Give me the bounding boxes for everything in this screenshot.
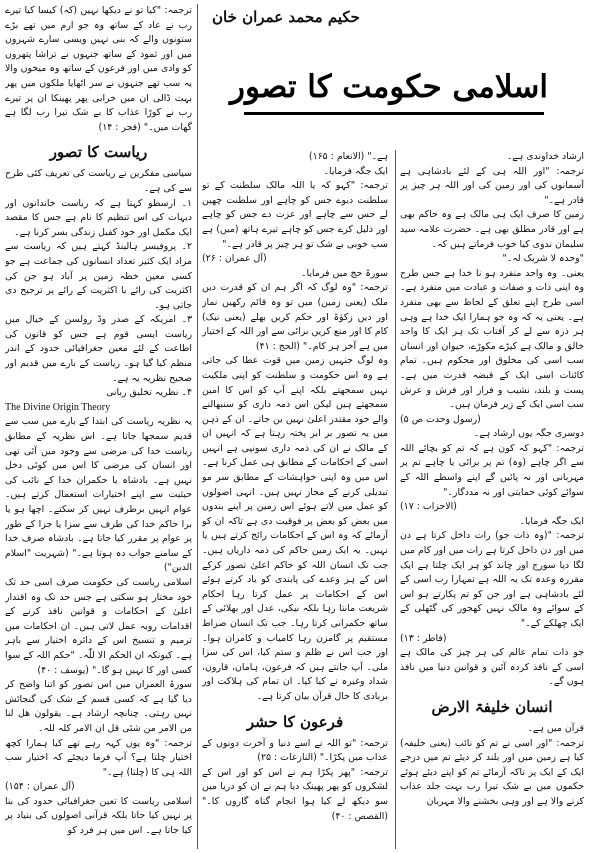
paragraph: ترجمہ: "وہ لوگ کہ اگر ہم ان کو قدرت دیں ملک (یعنی زمین) میں تو وہ قائم رکھیں نماز اور دیں زکوٰۃ اور حکم کریں بھلے (یعنی نیک) کام کا اور منع کریں برائی سے اور اللہ کے اختیار میں ہے آخر ہر کام۔" (الحج : ۴۱) — [202, 282, 388, 352]
paragraph: ارشاد خداوندی ہے۔ — [506, 151, 584, 162]
paragraph: دوسری جگہ یوں ارشاد ہے۔ — [473, 428, 584, 440]
paragraph: زمین کا صرف ایک ہی مالک ہے وہ حاکم بھی ہے اور قادر مطلق بھی ہے۔ حضرت علامہ سید سلیمان ندوی کیا خوب فرماتے ہیں کہ۔ — [400, 209, 584, 250]
paragraph: ہے۔" (الانعام : ۱۶۵) — [308, 151, 388, 162]
verse-reference: (فاطر : ۱۳) — [400, 632, 447, 644]
paragraph: وہ لوگ جنہیں زمین میں قوت عطا کی جاتی ہے وہ اس حکومت و سلطنت کو اپنی ملکیت نہیں سمجھتے بلکہ اپنے آپ کو اس کا امین سمجھتے ہیں لیکن اس ذمہ داری کو سنبھالنے والے خود مقتدر اعلیٰ نہیں بن جاتے۔ ان کے ذہن میں یہ تصور بر ابر پختہ رہتا ہے کہ انہیں ان کے مالک نے ان کی ذمہ داری سونپی ہے انہیں اسی کے احکامات کے مطابق ہی عمل کرنا ہے۔ اس میں وہ اپنی خواہشات کے مطابق سر مو تبدیلی کرنے کے مجاز نہیں ہیں۔ انہی اصولوں کو عمل میں لاتے ہوئے اس زمین پر اپنے بندوں میں بعض کو بعض پر فوقیت دی ہے تاکہ ان کو آزمائے کہ وہ اس کے احکامات رائج کرتے ہیں یا نہیں۔ یہ ایک زمین حاکم کی ذمہ داریاں ہیں۔ جب تک انسان اللہ کو حاکم اعلیٰ تصور کرکے اس کے ہر وعدے کی پابندی کو یاد کرتے ہوئے اس کے احکامات پر عمل کرتا رہا احکام شریعت مانتا رہا بلکہ نیکی، عدل اور بھلائی کے ساتھ حکمرانی کرتا رہا۔ جب تک انسان صراط مستقیم پر گامزن رہا کامیاب و کامران ہوا۔ اور جب اس نے ظلم و ستم کیا، اس کی سزا ملی۔ آپ جانتے ہیں کہ فرعون، ہامان، قارون، شداد وغیرہ نے کیا کیا۔ ان تمام کی ہلاکت اور بربادی کا حال قرآن بیان کرتا ہے۔ — [202, 355, 388, 702]
paragraph: سورۃ العمران میں اس تصور کو اتنا واضح کر دیا گیا ہے کہ کسی قسم کے شک کی گنجائش نہیں رہتی۔ چنانچہ ارشاد ہے۔ یقولون ھل لنا من الامر من شئی قل ان الامر کلہ للہ۔ — [5, 679, 192, 734]
paragraph: ۲۔ پروفیسر ہالینڈ کہتے ہیں کہ ریاست سے مراد ایک کثیر تعداد انسانوں کی جماعت ہے جو کسی معین خطہ زمین پر آباد ہو جن کی اکثریت کی رائے یا اکثریت کے رائے پر ترجیح دی جاتی ہو۔ — [5, 241, 192, 311]
column-divider — [395, 150, 396, 849]
paragraph: ترجمہ: "کیا تو نے دیکھا نہیں (کہ) کیسا کیا تیرے رب نے عاد کے ساتھ وہ جو ارم میں تھے بڑے ستونوں والے کہ بنی نہیں ویسی سارے شہروں میں اور ثمود کے ساتھ جنہوں نے تراشا پتھروں کو وادی میں اور فرعون کے ساتھ وہ میخوں والا یہ سب تھے جنہوں نے سر اٹھایا ملکوں میں پھر بہت ڈالی ان میں خرابی پھر پھینکا ان پر تیرے رب نے کوڑا عذاب کا بے شک تیرا رب لگا ہے گھات میں۔" (فجر : ۱۴) — [5, 5, 192, 133]
english-term: The Divine Origin Theory — [5, 401, 111, 413]
author-name: حکیم محمد عمران خان — [212, 8, 360, 26]
paragraph: اسلامی ریاست کی حکومت صرف اسی حد تک خود مختار ہو سکتی ہے جس حد تک وہ اقتدار اعلیٰ کے احکامات و قوانین نافذ کرنے کے اقدامات روبہ عمل لاتی ہیں۔ ان احکامات میں ترمیم و تنسیخ اس کے دائرہ اختیار سے باہر ہے۔ کیونکہ ان الحکم الا للّٰہ۔ "حکم اللہ کے سوا کسی اور کا نہیں ہو گا۔" (یوسف : ۴۰) — [5, 576, 192, 676]
paragraph: ۱۔ ارسطو کہتا ہے کہ ریاست خاندانوں اور دیہات کی اس تنظیم کا نام ہے جس کا مقصد ایک مکمل اور خود کفیل زندگی بسر کرنا ہے۔ — [5, 197, 192, 238]
verse-reference: (آل عمران : ۲۶) — [202, 253, 267, 265]
paragraph: یہ نظریہ ریاست کی ابتدا کے بارے میں سب سے قدیم سمجھا جاتا ہے۔ اس نظریہ کے مطابق ریاست خدا کی مرضی سے وجود میں آئی تھی اور انسان کی مرضی کا اس میں کوئی دخل نہیں ہے۔ بادشاہ یا حکمران خدا کے نائب کی حیثیت سے اپنے اختیارات استعمال کرتے ہیں۔ عوام انہیں برطرف نہیں کر سکتے۔ اچھا ہو یا برا حاکم خدا کی طرف سے سزا یا جزا کے طور پر عوام پر مقرر کیا جاتا ہے۔ بادشاہ صرف خدا کے سامنے جواب دہ ہوتا ہے۔" (شہریت "اسلام الدین") — [5, 416, 192, 574]
paragraph: قرآن میں ہے۔ — [527, 722, 584, 734]
paragraph: ترجمہ: "پھر پکڑا ہم نے اس کو اور اس کے لشکروں کو پھر پھینک دیا ہم نے ان کو دریا میں سو دیکھ لے کیا ہوا انجام گناہ گاروں کا۔" (القصص : ۴۰) — [202, 766, 388, 822]
section-heading: فرعون کا حشر — [246, 712, 344, 731]
paragraph: سورۃ حج میں فرمایا۔ — [301, 267, 388, 279]
article-header — [202, 4, 584, 144]
paragraph: جو ذات تمام عالم کی ہر چیز کی مالک ہے اسی کے نافذ کردہ آئین و قوانین دنیا میں نافذ ہوں گے۔ — [400, 647, 584, 688]
right-column — [400, 150, 584, 849]
paragraph: ترجمہ: "کہو کہ کون ہے کہ تم کو بچائے اللہ سے اگر چاہے (وہ) تم پر برائی یا چاہے تم پر مہربانی اور نہ پائیں گے اپنے واسطے اللہ کے سوائے کوئی حمایتی اور نہ مددگار۔" — [400, 442, 584, 498]
paragraph: ترجمہ: "اور اللہ ہی کے لئے بادشاہی ہے آسمانوں کی اور زمین کی اور اللہ ہر چیز پر قادر ہے۔" — [400, 165, 584, 206]
verse-reference: (رسول وحدت ص ۵) — [400, 413, 481, 425]
paragraph: ترجمہ: "(وہ ذات جو) رات داخل کرتا ہے دن میں اور دن داخل کرتا ہے رات میں اور کام میں لگا دیا سورج اور چاند کو ہر ایک چلتا ہے ایک مقررہ وعدہ تک یہ اللہ ہے تمہارا رب اسی کے لئے بادشاہی ہے اور جن کو تم پکارتے ہو اس کے سوائے وہ مالک نہیں کھجور کی گٹھلی کے ایک چھلکے کے۔" — [400, 530, 584, 629]
section-heading: انسان خلیفۃ الارض — [431, 697, 553, 716]
paragraph: یعنی۔ وہ واحد منفرد ہو نا خدا ہے جس طرح وہ اپنی ذات و صفات و عبادت میں منفرد ہے۔ اسی طرح اپنے تعلق کے لحاظ سے بھی منفرد ہے۔ یعنی یہ کہ وہ جو ہمارا ایک خدا ہے وہی ہر ذرہ سے لے کر آفتاب تک ہر ایک کا واحد خالق و مالک ہے کیڑے مکوڑے، حیوان اور انسان سب اسی کی مخلوق اور محکوم ہیں۔ تمام کائنات اسی ایک کے قبضہ قدرت میں ہے۔ پست و بلند، نشیب و فراز اور فرش و عرش سب اسی ایک کے زیر فرمان ہیں۔ — [400, 267, 584, 411]
section-heading: ریاست کا تصور — [49, 143, 148, 162]
paragraph: ترجمہ: "وہ یوں کہہ رہے تھے کیا ہمارا کچھ اختیار چلتا ہے؟ آپ فرما دیجئے کہ اختیار سب اللہ ہی کا (چلتا) ہے۔" — [5, 737, 192, 778]
paragraph: اسلامی ریاست کا تعین جغرافیائی حدود کی بنا پر نہیں کیا جاتا بلکہ قرآنی اصولوں کی بنیاد پر کیا جاتا ہے۔ اس میں ہر فرد کو — [5, 795, 192, 837]
paragraph: سیاسی مفکرین نے ریاست کی تعریف کئی طرح سے کی ہے۔ — [5, 168, 192, 194]
paragraph: ۴۔ نظریہ تخلیق ربانی — [106, 387, 192, 399]
paragraph: ایک جگہ فرمایا۔ — [323, 165, 388, 177]
paragraph: "وحدہ لا شریک لہ۔" — [502, 253, 584, 265]
paragraph: ۳۔ امریکہ کے صدر وڈ رولسن کے خیال میں ریاست ایسی قوم ہے جس کو قانون کی اطاعت کے لئے معین جغرافیائی حدود کے اندر منظم کیا گیا ہو۔ ریاست کے بارے میں قدیم اور صحیح نظریہ یہ ہے۔ — [5, 314, 192, 384]
paragraph: ترجمہ: "اور اسی نے تم کو نائب (یعنی خلیفہ) کیا ہے زمین میں اور بلند کر دیئے تم میں درجے ایک کے ایک پر تاکہ آزمائے تم کو اپنے دیئے ہوئے حکموں میں بے شک تیرا رب بہت جلد عذاب کرنے والا ہے اور وہی بخشنے والا مہربان — [400, 737, 584, 807]
title-underline — [244, 112, 544, 115]
paragraph: ایک جگہ فرمایا۔ — [519, 515, 584, 527]
article-title: اسلامی حکومت کا تصور — [230, 69, 548, 105]
verse-reference: (آل عمران : ۱۵۴) — [5, 781, 75, 793]
verse-reference: (الاحزاب : ۱۷) — [400, 501, 457, 513]
middle-column — [202, 150, 388, 849]
paragraph: ترجمہ: "تو اللہ نے اسے دنیا و آخرت دونوں کے عذاب میں پکڑا۔" (النازعات : ۲۵) — [202, 737, 388, 764]
left-column — [5, 4, 192, 849]
paragraph: ترجمہ: "کہو کہ یا اللہ مالک سلطنت کے تو سلطنت دیوے جس کو چاہے اور سلطنت چھین لے جس سے چاہے اور عزت دے جس کو چاہے اور ذلیل کرے جس کو چاہے تیرے ہاتھ (میں) ہے سب خوبی بے شک تو ہر چیز پر قادر ہے۔" — [202, 180, 388, 250]
column-divider — [197, 4, 198, 849]
